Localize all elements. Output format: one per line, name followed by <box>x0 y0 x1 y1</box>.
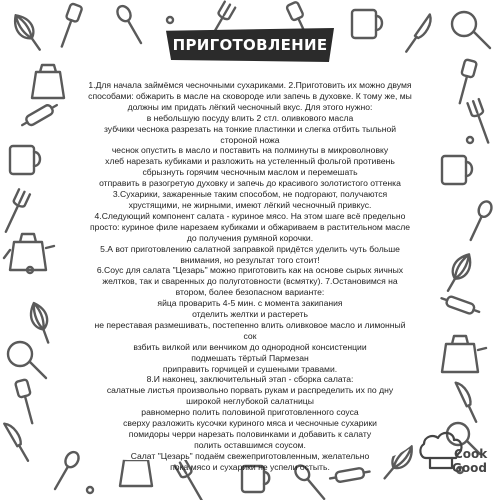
recipe-line: стороной ножа <box>220 134 280 145</box>
recipe-line: просто: куриное филе нарезаем кубиками и обжариваем в растительном масле <box>90 221 410 232</box>
knife-icon <box>4 420 32 461</box>
whisk-icon <box>27 300 56 345</box>
knife-icon <box>456 380 481 423</box>
recipe-line: 1.Для начала займёмся чесночными сухариками. 2.Приготовить их можно двумя <box>88 80 412 90</box>
recipe-line: салатные листья произвольно порвать рукам и распределить их по дну <box>106 385 394 396</box>
pattern-dot <box>87 487 93 493</box>
recipe-line: помидоры черри нарезать половинками и добавить к салату <box>128 429 372 439</box>
spatula-icon <box>454 59 477 105</box>
mug-icon <box>442 156 472 184</box>
recipe-line: хлеб нарезать кубиками и разложить на устеленный фольгой противень <box>105 156 395 167</box>
kettle-icon <box>442 336 486 372</box>
recipe-line: втором, более безопасном варианте: <box>175 287 325 298</box>
recipe-line: внимания, но результат того стоит! <box>180 254 320 265</box>
recipe-line: сверху разложить кусочки куриного мяса и чесночные сухарики <box>123 418 377 429</box>
page-title: ПРИГОТОВЛЕНИЕ <box>172 36 328 54</box>
knife-icon <box>405 14 436 54</box>
kettle-icon <box>4 234 54 270</box>
recipe-line: широкой неглубокой салатницы <box>186 396 314 407</box>
recipe-line: полить оставшимся соусом. <box>194 439 306 450</box>
recipe-line: должны им придать лёгкий чесночный вкус. Для этого нужно: <box>127 101 373 112</box>
recipe-line: в небольшую посуду влить 2 стл. оливкового масла <box>146 112 354 123</box>
spatula-icon <box>15 379 38 425</box>
fork-icon <box>0 189 29 234</box>
recipe-line: сок <box>243 330 257 341</box>
recipe-line: отделить желтки и растереть <box>192 309 308 320</box>
mug-icon <box>352 10 382 38</box>
recipe-line: 6.Соус для салата "Цезарь" можно приготовить как на основе сырых яичных <box>96 265 404 276</box>
logo-text-good: Good <box>452 461 487 475</box>
recipe-line: зубчики чеснока разрезать на тонкие пластинки и слегка отбить тыльной <box>103 123 397 134</box>
recipe-line: до получения румяной корочки. <box>186 232 314 243</box>
recipe-line: 4.Следующий компонент салата - куриное мясо. На этом шаге всё предельно <box>94 210 406 221</box>
recipe-line: яйца проварить 4-5 мин. с момента закипания <box>157 298 343 309</box>
recipe-line: способами: обжарить в масле на сковороде или запечь в духовке. К тому же, мы <box>88 90 412 101</box>
whisk-icon <box>9 11 45 54</box>
recipe-line: подмешать тёртый Пармезан <box>191 352 309 363</box>
spoon-icon <box>465 199 494 242</box>
recipe-line: приправить горчицей и сушеными травами. <box>162 363 338 374</box>
recipe-line: не переставая размешивать, постепенно влить оливковое масло и лимонный <box>94 319 406 330</box>
recipe-line: пока мясо и сухарики не успели остыть. <box>170 461 330 472</box>
recipe-line: 8.И наконец, заключительный этап - сборка салата: <box>146 374 354 385</box>
logo-text-cook: Cook <box>454 447 488 461</box>
whisk-icon <box>441 251 475 295</box>
rolling-pin-icon <box>440 294 481 317</box>
spoon-icon <box>115 4 146 46</box>
recipe-line: хрустящими, не жирными, имеют лёгкий чесночный привкус. <box>128 199 372 210</box>
spatula-icon <box>56 3 82 48</box>
recipe-line: 5.А вот приготовлению салатной заправкой придётся уделить чуть больше <box>100 243 400 254</box>
recipe-line: 3.Сухарики, зажаренные таким способом, не подгорают, получаются <box>112 189 388 200</box>
recipe-line: равномерно полить половиной приготовленного соуса <box>141 407 359 418</box>
recipe-text <box>74 80 426 473</box>
recipe-line: сбрызнуть горячим чесночным маслом и перемешать <box>142 167 358 178</box>
kettle-icon <box>32 65 64 98</box>
pattern-dot <box>167 17 173 23</box>
recipe-line: отправить в разогретую духовку и запечь до красивого золотистого оттенка <box>99 178 401 189</box>
frying-pan-icon <box>452 12 490 48</box>
recipe-line: желтков, так и сваренных до полуготовности (всмятку). 7.Остановимся на <box>102 276 398 287</box>
pattern-dot <box>467 137 473 143</box>
recipe-line: Салат "Цезарь" подаём свежеприготовленным, желательно <box>130 450 370 461</box>
mug-icon <box>10 146 40 174</box>
frying-pan-icon <box>8 342 46 378</box>
recipe-line: взбить вилкой или венчиком до однородной консистенции <box>133 341 367 352</box>
recipe-line: чеснок опустить в масло и поставить на полминуты в микроволновку <box>111 145 389 156</box>
rolling-pin-icon <box>20 101 60 130</box>
